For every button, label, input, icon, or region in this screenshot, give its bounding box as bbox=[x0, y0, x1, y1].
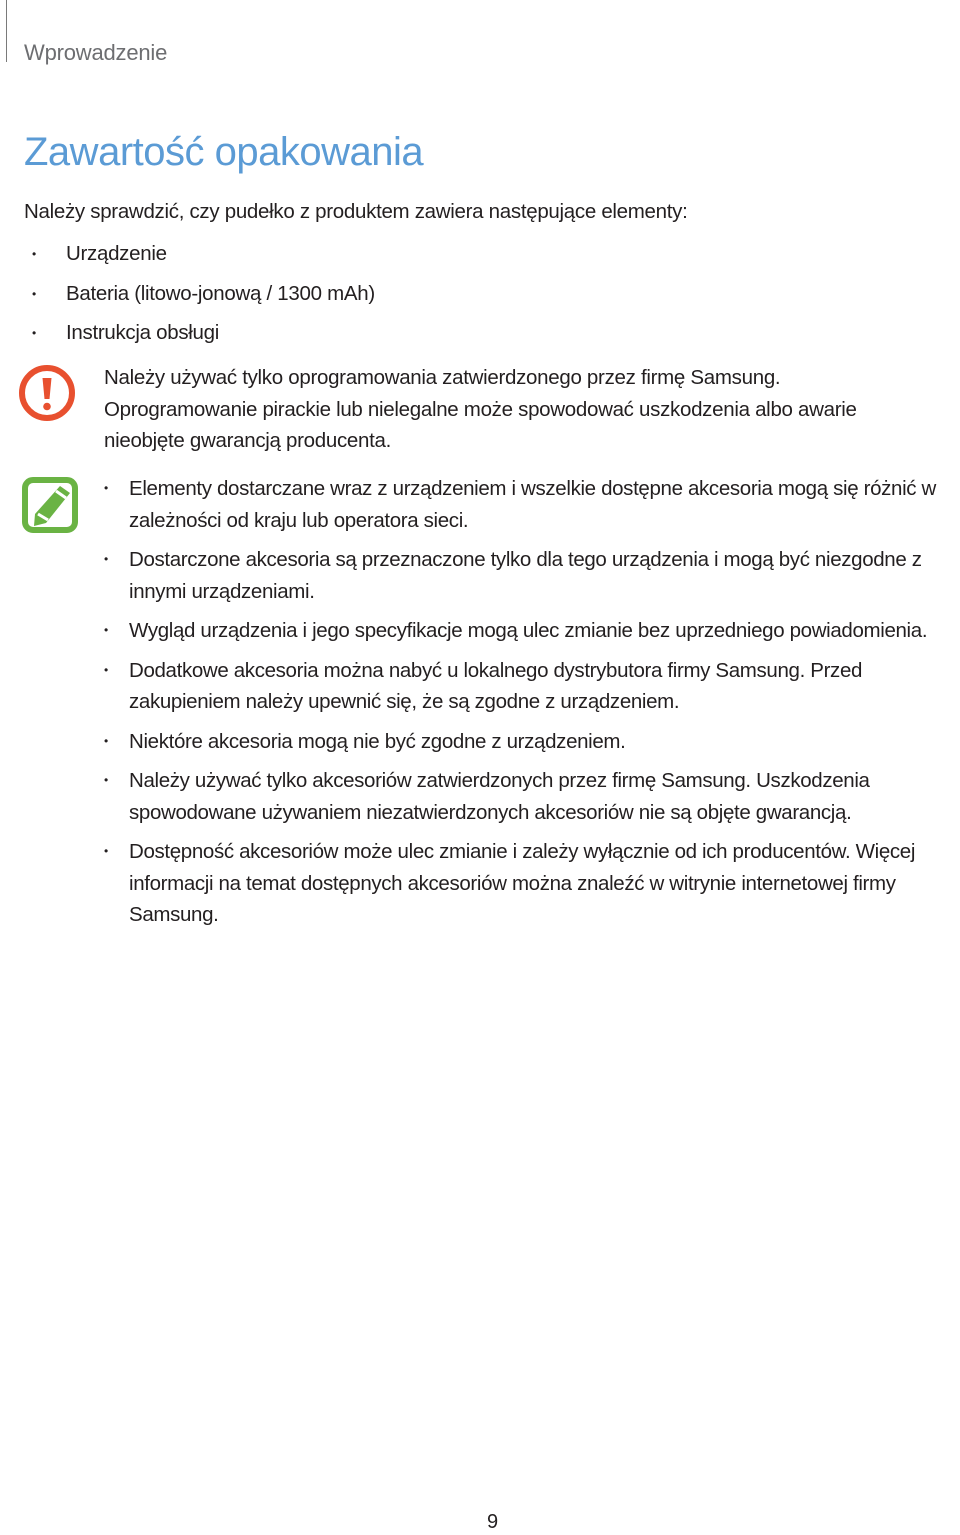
notes-list bbox=[104, 473, 960, 939]
list-item bbox=[104, 726, 960, 758]
bullet: • bbox=[104, 844, 108, 858]
list-item-text: Instrukcja obsługi bbox=[66, 321, 219, 344]
list-item-text: Niektóre akcesoria mogą nie być zgodne z urządzeniem. bbox=[129, 729, 626, 753]
list-item bbox=[104, 615, 960, 647]
list-item-text: Dostarczone akcesoria są przeznaczone tylko dla tego urządzenia i mogą być niezgodne z innymi urządzeniami. bbox=[129, 548, 922, 603]
list-item-text: Dodatkowe akcesoria można nabyć u lokalnego dystrybutora firmy Samsung. Przed zakupieniem należy upewnić się, że są zgodne z urządzeniem. bbox=[129, 658, 863, 713]
bullet: • bbox=[104, 773, 108, 787]
package-contents-list bbox=[24, 238, 375, 357]
list-item bbox=[24, 278, 375, 318]
bullet: • bbox=[32, 247, 36, 261]
bullet: • bbox=[32, 286, 36, 301]
list-item-text: Należy używać tylko akcesoriów zatwierdzonych przez firmę Samsung. Uszkodzenia spowodowane używaniem niezatwierdzonych akcesoriów nie są objęte gwarancją. bbox=[129, 769, 870, 824]
bullet: • bbox=[104, 623, 108, 637]
exclamation-icon bbox=[18, 364, 76, 422]
list-item-text: Urządzenie bbox=[66, 242, 167, 265]
bullet: • bbox=[32, 326, 36, 340]
bullet: • bbox=[104, 552, 108, 566]
bullet: • bbox=[104, 733, 108, 748]
margin-rule bbox=[6, 0, 7, 62]
list-item bbox=[104, 655, 960, 718]
list-item bbox=[24, 238, 375, 278]
caution-text: Należy używać tylko oprogramowania zatwierdzonego przez firmę Samsung. Oprogramowanie pirackie lub nielegalne może spowodować uszkodzenia albo awarie nieobjęte gwarancją producenta. bbox=[104, 366, 857, 452]
list-item-text: Elementy dostarczane wraz z urządzeniem i wszelkie dostępne akcesoria mogą się różnić w zależności od kraju lub operatora sieci. bbox=[129, 477, 937, 532]
list-item bbox=[104, 765, 960, 828]
intro-text: Należy sprawdzić, czy pudełko z produktem zawiera następujące elementy: bbox=[24, 200, 688, 223]
page-title: Zawartość opakowania bbox=[24, 130, 424, 174]
list-item bbox=[104, 544, 960, 607]
list-item-text: Wygląd urządzenia i jego specyfikacje mogą ulec zmianie bez uprzedniego powiadomienia. bbox=[129, 619, 928, 642]
page-number: 9 bbox=[486, 1511, 499, 1533]
note-pencil-icon bbox=[22, 477, 78, 533]
list-item-text: Bateria (litowo-jonową / 1300 mAh) bbox=[66, 281, 375, 305]
list-item bbox=[104, 836, 960, 931]
list-item-text: Dostępność akcesoriów może ulec zmianie i zależy wyłącznie od ich producentów. Więcej informacji na temat dostępnych akcesoriów można znaleźć w witrynie internetowej firmy Samsung. bbox=[129, 840, 916, 926]
bullet: • bbox=[104, 481, 108, 495]
list-item bbox=[104, 473, 960, 536]
list-item bbox=[24, 317, 375, 357]
bullet: • bbox=[104, 662, 108, 677]
section-header: Wprowadzenie bbox=[24, 40, 168, 65]
